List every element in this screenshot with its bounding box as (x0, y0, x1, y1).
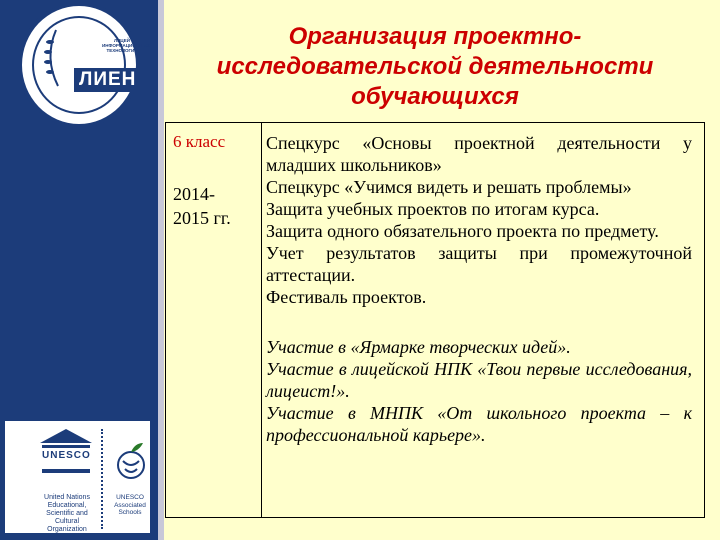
logo-text: ЛИЕН (74, 68, 141, 92)
logo-small-text: ЛИЦЕЙ ИНФОРМАЦИОННЫХ ТЕХНОЛОГИЙ (102, 38, 150, 53)
list-spacer (266, 308, 692, 336)
list-item: Спецкурс «Учимся видеть и решать проблемы» (266, 177, 632, 197)
years-label (173, 182, 253, 230)
associated-schools-text: UNESCO Associated Schools (114, 494, 146, 516)
list-item: Спецкурс «Основы проектной деятельности у младших школьников» (266, 133, 692, 175)
wheat-icon (38, 28, 66, 88)
activities-list (266, 132, 692, 446)
list-item: Защита учебных проектов по итогам курса. (266, 199, 600, 219)
title-line-2: исследовательской деятельности (216, 53, 654, 80)
years-line-1: 2014- (173, 184, 215, 204)
list-item: Защита одного обязательного проекта по предмету. (266, 221, 659, 241)
page-title (165, 22, 705, 112)
list-item: Учет результатов защиты при промежуточной аттестации. (266, 243, 692, 285)
grade-label: 6 класс (173, 132, 226, 151)
column-divider (261, 122, 262, 518)
panel-divider (101, 429, 105, 529)
list-item: Фестиваль проектов. (266, 287, 427, 307)
lien-logo (18, 2, 150, 128)
unesco-org-text: United Nations Educational, Scientific and Cultural Organization (44, 494, 90, 533)
italic-list-item: Участие в МНПК «От школьного проекта – к профессиональной карьере». (266, 403, 692, 445)
italic-list-item: Участие в «Ярмарке творческих идей». (266, 337, 571, 357)
years-line-2: 2015 гг. (173, 208, 231, 228)
title-line-3: обучающихся (351, 83, 519, 110)
sidebar-divider (158, 0, 164, 540)
title-line-1: Организация проектно- (288, 23, 582, 50)
italic-list-item: Участие в лицейской НПК «Твои первые исследования, лицеист!». (266, 359, 692, 401)
associated-schools-icon (113, 439, 149, 485)
unesco-label: UNESCO (42, 450, 91, 461)
